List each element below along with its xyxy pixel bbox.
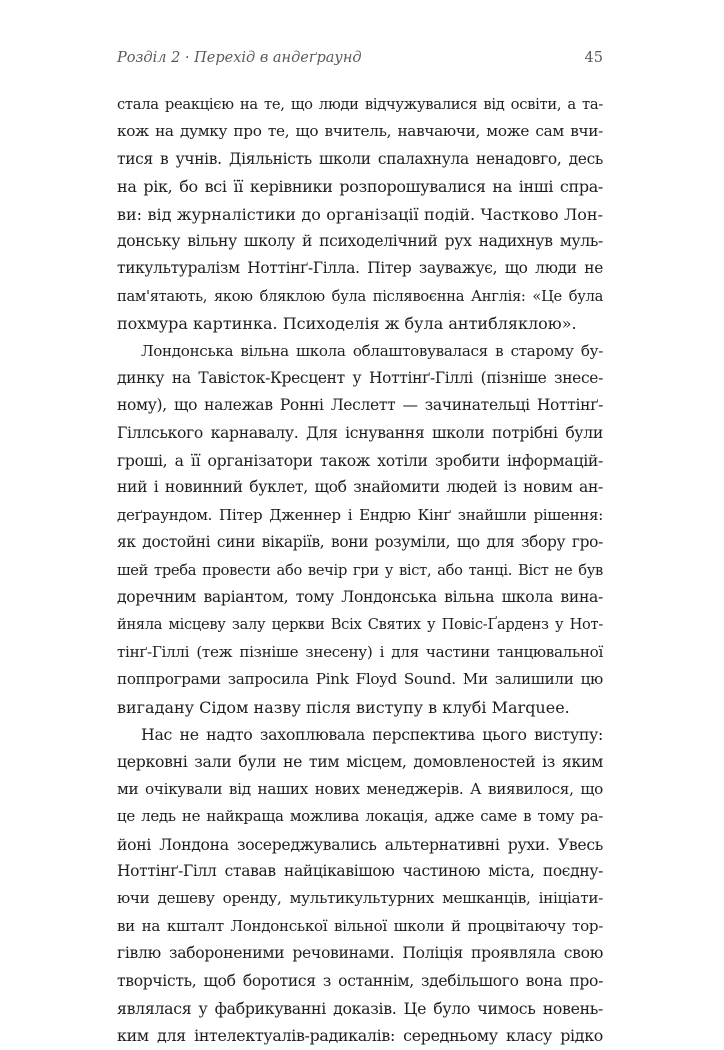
text-line: похмура картинка. Психоделія ж була антибляклою». xyxy=(117,314,577,334)
text-line: кож на думку про те, що вчитель, навчаючи, може сам вчи- xyxy=(117,122,603,141)
text-line: являлася у фабрикуванні доказів. Це було чимось новень- xyxy=(117,998,603,1018)
text-line: тінґ-Гіллі (теж пізніше знесену) і для частини танцювальної xyxy=(117,642,603,661)
text-line: йняла місцеву залу церкви Всіх Святих у Повіс-Ґарденз у Нот- xyxy=(117,616,603,634)
body-text xyxy=(117,91,603,1050)
text-line: тикультуралізм Ноттінґ-Гілла. Пітер зауважує, що люди не xyxy=(117,259,603,278)
text-line: на рік, бо всі її керівники розпорошувалися на інші спра- xyxy=(117,177,603,197)
text-line: тися в учнів. Діяльність школи спалахнула ненадовго, десь xyxy=(117,149,603,168)
paragraph-first-line: Нас не надто захоплювала перспектива цього виступу: xyxy=(141,724,603,744)
text-line: донську вільну школу й психоделічний рух надихнув муль- xyxy=(117,231,603,250)
text-line: ючи дешеву оренду, мультикультурних мешканців, ініціати- xyxy=(117,889,603,908)
text-line: ви: від журналістики до організації подій. Частково Лон- xyxy=(117,204,603,224)
text-line: деґраундом. Пітер Дженнер і Ендрю Кінґ знайшли рішення: xyxy=(117,505,603,524)
text-line: стала реакцією на те, що люди відчужувалися від освіти, а та- xyxy=(117,96,603,113)
running-head xyxy=(117,50,603,72)
text-line: церковні зали були не тим місцем, домовленостей із яким xyxy=(117,752,603,772)
paragraph-first-line: Лондонська вільна школа облаштовувалася в старому бу- xyxy=(141,341,603,360)
text-line: як достойні сини вікаріїв, вони розуміли, що для збору гро- xyxy=(117,533,603,552)
text-line: шей треба провести або вечір гри у віст, або танці. Віст не був xyxy=(117,561,603,579)
text-line: ний і новинний буклет, щоб знайомити людей із новим ан- xyxy=(117,478,603,497)
text-line: Гіллського карнавалу. Для існування школи потрібні були xyxy=(117,423,603,442)
page-number: 45 xyxy=(584,50,603,66)
chapter-running-title: Розділ 2 · Перехід в андеґраунд xyxy=(117,50,362,66)
text-line: доречним варіантом, тому Лондонська вільна школа вина- xyxy=(117,588,603,607)
text-line: динку на Тавісток-Кресцент у Ноттінґ-Гіллі (пізніше знесе- xyxy=(117,368,603,387)
text-line: ному), що належав Ронні Леслетт — зачинательці Ноттінґ- xyxy=(117,396,603,415)
text-line: пам'ятають, якою бляклою була післявоєнна Англія: «Це була xyxy=(117,287,603,305)
text-line: гроші, а її організатори також хотіли зробити інформацій- xyxy=(117,451,603,471)
text-line: поппрограми запросила Pink Floyd Sound. Ми залишили цю xyxy=(117,670,603,689)
text-line: йоні Лондона зосереджувались альтернативні рухи. Увесь xyxy=(117,834,603,854)
text-line: ким для інтелектуалів-радикалів: середньому класу рідко xyxy=(117,1026,603,1046)
text-line: Ноттінґ-Гілл ставав найцікавішою частиною міста, поєдну- xyxy=(117,861,603,880)
text-line: ми очікували від наших нових менеджерів. А виявилося, що xyxy=(117,779,603,798)
text-line: гівлю забороненими речовинами. Поліція проявляла свою xyxy=(117,944,603,963)
text-line: це ледь не найкраща можлива локація, адже саме в тому ра- xyxy=(117,807,603,826)
text-line: ви на кшталт Лондонської вільної школи й процвітаючу тор- xyxy=(117,916,603,935)
text-line: творчість, щоб боротися з останнім, здебільшого вона про- xyxy=(117,971,603,990)
text-line: вигадану Сідом назву після виступу в клубі Marquee. xyxy=(117,697,570,717)
